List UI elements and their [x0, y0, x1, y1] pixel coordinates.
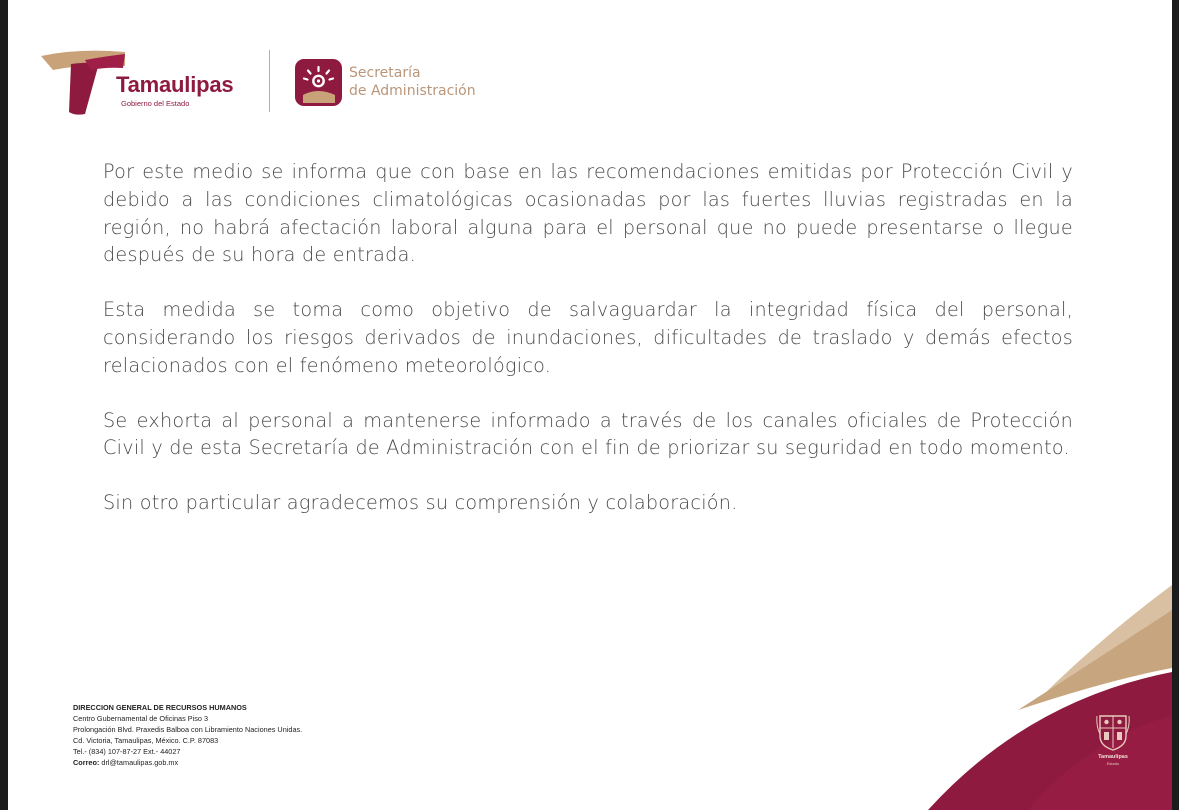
footer-title: DIRECCION GENERAL DE RECURSOS HUMANOS [73, 703, 247, 712]
brand-subtitle: Gobierno del Estado [121, 99, 190, 108]
footer-address-line1: Centro Gubernamental de Oficinas Piso 3 [73, 714, 209, 723]
footer-phone: Tel.- (834) 107-87-27 Ext.- 44027 [73, 747, 181, 756]
corner-wave-decoration [8, 0, 1172, 810]
viewer-left-border [0, 0, 8, 810]
secretaria-line2: de Administración [349, 83, 476, 99]
brand-name: Tamaulipas [116, 72, 234, 97]
paragraph-1: Por este medio se informa que con base en las recomendaciones emitidas por Protección Civil y debido a las condiciones climatológicas ocasionadas por las fuertes lluvias registradas en la región, no habrá afectación laboral alguna para el personal que no puede presentarse o llegue después de su hora de entrada. [103, 160, 1073, 267]
footer-email-label: Correo: [73, 758, 100, 767]
footer-address-line2: Prolongación Blvd. Praxedis Balboa con Libramiento Naciones Unidas. [73, 725, 303, 734]
paragraph-4: Sin otro particular agradecemos su comprensión y colaboración. [103, 491, 738, 515]
paragraph-3: Se exhorta al personal a mantenerse informado a través de los canales oficiales de Protección Civil y de esta Secretaría de Administración con el fin de priorizar su seguridad en todo momento. [103, 408, 1073, 460]
secretaria-line1: Secretaría [349, 65, 421, 81]
footer-email[interactable]: drl@tamaulipas.gob.mx [101, 758, 179, 767]
seal-caption: Tamaulipas [1098, 754, 1128, 760]
footer-address-line3: Cd. Victoria, Tamaulipas, México. C.P. 87083 [73, 736, 219, 745]
paragraph-2: Esta medida se toma como objetivo de salvaguardar la integridad física del personal, considerando los riesgos derivados de inundaciones, dificultades de traslado y demás efectos relacionados con el fenómeno meteorológico. [103, 298, 1073, 377]
coat-of-arms-icon [1096, 712, 1130, 752]
viewer-right-border [1172, 0, 1179, 810]
document-page [8, 0, 1172, 810]
seal-subcaption: Estado [1106, 761, 1120, 766]
